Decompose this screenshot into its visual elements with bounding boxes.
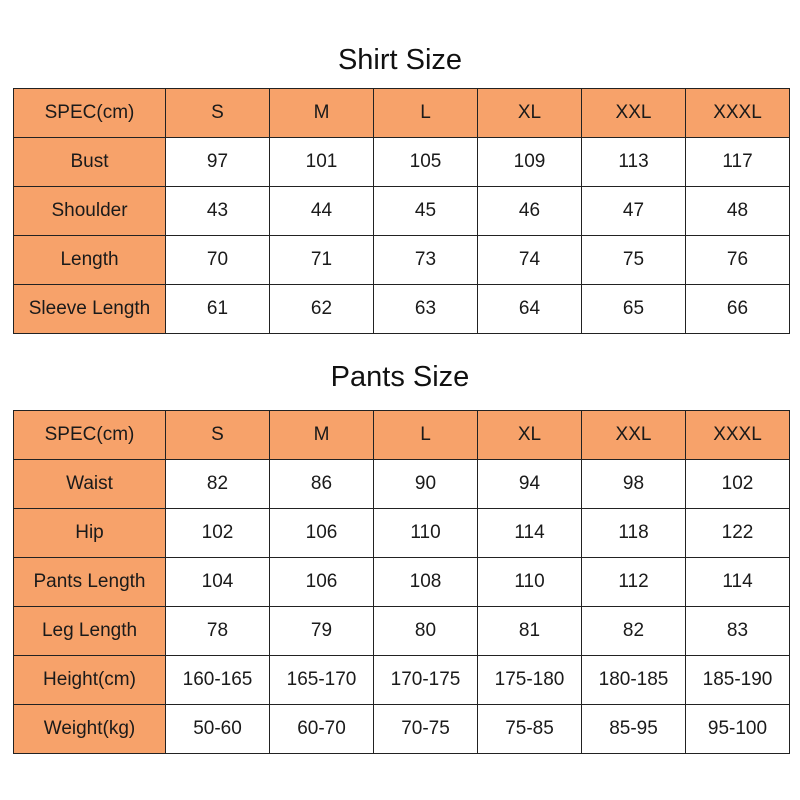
size-header-cell: M xyxy=(270,411,374,460)
table-row xyxy=(14,138,790,187)
measurement-value-cell: 62 xyxy=(270,285,374,334)
measurement-value-cell: 79 xyxy=(270,607,374,656)
measurement-value-cell: 95-100 xyxy=(686,705,790,754)
measurement-value-cell: 44 xyxy=(270,187,374,236)
measurement-label-cell: Height(cm) xyxy=(14,656,166,705)
spec-header-cell: SPEC(cm) xyxy=(14,411,166,460)
measurement-label-cell: Hip xyxy=(14,509,166,558)
measurement-value-cell: 122 xyxy=(686,509,790,558)
table-row xyxy=(14,285,790,334)
measurement-value-cell: 110 xyxy=(478,558,582,607)
measurement-value-cell: 50-60 xyxy=(166,705,270,754)
measurement-value-cell: 45 xyxy=(374,187,478,236)
size-header-cell: L xyxy=(374,89,478,138)
size-header-cell: L xyxy=(374,411,478,460)
table-row xyxy=(14,509,790,558)
measurement-value-cell: 117 xyxy=(686,138,790,187)
table-header-row xyxy=(14,411,790,460)
measurement-label-cell: Shoulder xyxy=(14,187,166,236)
measurement-value-cell: 80 xyxy=(374,607,478,656)
table-header-row xyxy=(14,89,790,138)
table-row xyxy=(14,656,790,705)
size-header-cell: S xyxy=(166,411,270,460)
table-row xyxy=(14,607,790,656)
measurement-value-cell: 76 xyxy=(686,236,790,285)
measurement-label-cell: Pants Length xyxy=(14,558,166,607)
measurement-value-cell: 114 xyxy=(478,509,582,558)
measurement-value-cell: 170-175 xyxy=(374,656,478,705)
measurement-value-cell: 46 xyxy=(478,187,582,236)
measurement-value-cell: 66 xyxy=(686,285,790,334)
measurement-value-cell: 43 xyxy=(166,187,270,236)
shirt-size-title: Shirt Size xyxy=(337,44,463,76)
measurement-value-cell: 75 xyxy=(582,236,686,285)
measurement-value-cell: 102 xyxy=(686,460,790,509)
size-header-cell: XXL xyxy=(582,411,686,460)
measurement-value-cell: 71 xyxy=(270,236,374,285)
measurement-value-cell: 118 xyxy=(582,509,686,558)
measurement-value-cell: 63 xyxy=(374,285,478,334)
measurement-label-cell: Weight(kg) xyxy=(14,705,166,754)
measurement-value-cell: 106 xyxy=(270,509,374,558)
measurement-label-cell: Sleeve Length xyxy=(14,285,166,334)
pants-size-table xyxy=(13,410,790,754)
measurement-value-cell: 75-85 xyxy=(478,705,582,754)
pants-size-title: Pants Size xyxy=(330,361,470,393)
measurement-value-cell: 85-95 xyxy=(582,705,686,754)
measurement-value-cell: 109 xyxy=(478,138,582,187)
size-header-cell: XXXL xyxy=(686,89,790,138)
measurement-value-cell: 102 xyxy=(166,509,270,558)
measurement-value-cell: 65 xyxy=(582,285,686,334)
measurement-value-cell: 78 xyxy=(166,607,270,656)
measurement-value-cell: 60-70 xyxy=(270,705,374,754)
size-header-cell: S xyxy=(166,89,270,138)
measurement-value-cell: 160-165 xyxy=(166,656,270,705)
measurement-value-cell: 82 xyxy=(166,460,270,509)
measurement-value-cell: 98 xyxy=(582,460,686,509)
measurement-value-cell: 73 xyxy=(374,236,478,285)
measurement-value-cell: 82 xyxy=(582,607,686,656)
measurement-value-cell: 97 xyxy=(166,138,270,187)
table-row xyxy=(14,558,790,607)
measurement-value-cell: 165-170 xyxy=(270,656,374,705)
measurement-value-cell: 83 xyxy=(686,607,790,656)
measurement-value-cell: 47 xyxy=(582,187,686,236)
measurement-label-cell: Leg Length xyxy=(14,607,166,656)
table-row xyxy=(14,460,790,509)
measurement-value-cell: 94 xyxy=(478,460,582,509)
measurement-value-cell: 108 xyxy=(374,558,478,607)
measurement-value-cell: 48 xyxy=(686,187,790,236)
measurement-value-cell: 104 xyxy=(166,558,270,607)
table-row xyxy=(14,187,790,236)
table-row xyxy=(14,236,790,285)
measurement-value-cell: 70-75 xyxy=(374,705,478,754)
measurement-value-cell: 61 xyxy=(166,285,270,334)
size-header-cell: XXL xyxy=(582,89,686,138)
measurement-label-cell: Bust xyxy=(14,138,166,187)
measurement-value-cell: 81 xyxy=(478,607,582,656)
measurement-value-cell: 90 xyxy=(374,460,478,509)
measurement-value-cell: 105 xyxy=(374,138,478,187)
spec-header-cell: SPEC(cm) xyxy=(14,89,166,138)
table-row xyxy=(14,705,790,754)
measurement-value-cell: 112 xyxy=(582,558,686,607)
measurement-value-cell: 113 xyxy=(582,138,686,187)
measurement-label-cell: Waist xyxy=(14,460,166,509)
measurement-value-cell: 114 xyxy=(686,558,790,607)
measurement-value-cell: 64 xyxy=(478,285,582,334)
measurement-value-cell: 106 xyxy=(270,558,374,607)
size-header-cell: M xyxy=(270,89,374,138)
measurement-value-cell: 180-185 xyxy=(582,656,686,705)
measurement-value-cell: 70 xyxy=(166,236,270,285)
measurement-label-cell: Length xyxy=(14,236,166,285)
size-header-cell: XL xyxy=(478,411,582,460)
measurement-value-cell: 175-180 xyxy=(478,656,582,705)
measurement-value-cell: 185-190 xyxy=(686,656,790,705)
shirt-size-table xyxy=(13,88,790,334)
size-header-cell: XL xyxy=(478,89,582,138)
measurement-value-cell: 110 xyxy=(374,509,478,558)
measurement-value-cell: 86 xyxy=(270,460,374,509)
size-header-cell: XXXL xyxy=(686,411,790,460)
measurement-value-cell: 101 xyxy=(270,138,374,187)
measurement-value-cell: 74 xyxy=(478,236,582,285)
